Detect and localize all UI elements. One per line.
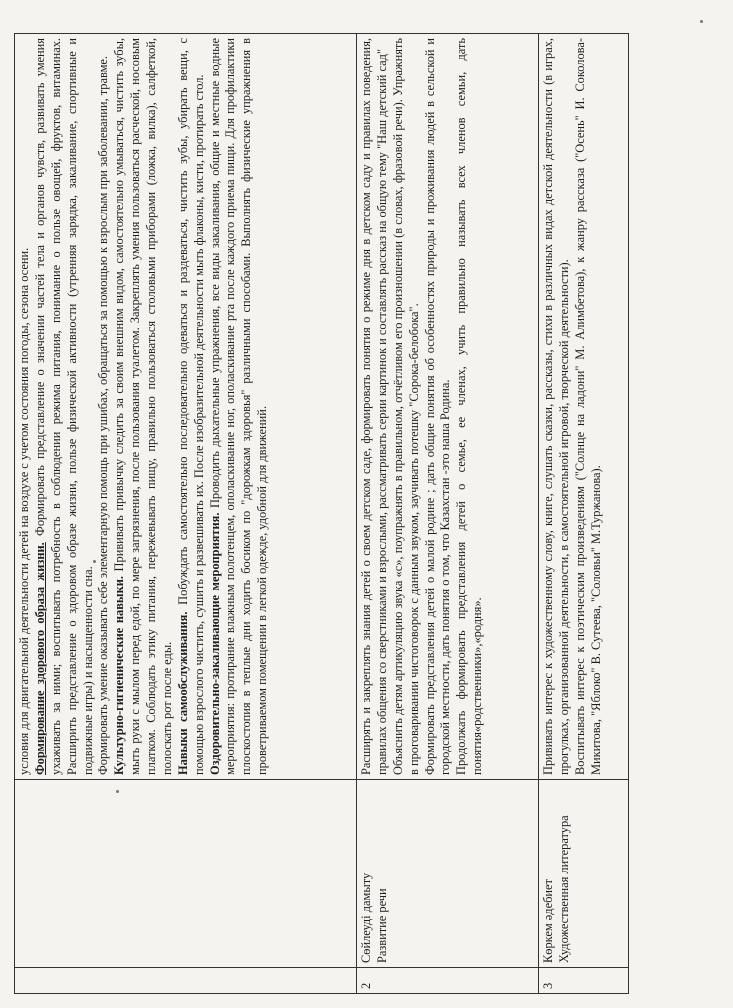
paragraph-text: Проводить дыхательные упражнения, все виды закаливания, общие и местные водные мероприятия: протирание влажным полотенцем, ополаскивание ног, ополаскивание рта после каждого приема пищи. Для профилактики плоскостопия в теплые дни ходить босиком по "дорожкам здоровья" различными способами. Выполнять физические упражнения в проветриваемом помещении в легкой одежде, удобной для движений. — [207, 38, 270, 775]
subject-ru: Художественная литература — [556, 815, 571, 963]
table-row — [15, 34, 357, 994]
paragraph: Объяснить детям артикуляцию звука «с», поупражнять в правильном, отчётливом его произношении (в словах, фразовой речи). Упражнять в проговаривании чистоговорок с данным звуком, заучивать потешку "Сорока-белобока". — [390, 38, 421, 775]
subject-cell — [357, 780, 539, 968]
subject-kz: Сөйлеудi дамыту — [359, 872, 373, 963]
subject-cell — [539, 780, 629, 968]
paragraph-text: Формировать представление о значении частей тела и органов чувств, развивать умения ухаживать за ними; воспитывать потребность в соблюдении режима питания, понимание о пользе овощей, фруктов, витаминах. Расширить представление о здоровом образе жизни, пользе физической активности (утренняя зарядка, закаливание, спортивные и подвижные игры) и насыщенности сна. — [32, 37, 95, 775]
content-cell — [357, 34, 539, 780]
paragraph — [208, 38, 272, 775]
subject-kz: Көркем әдебиет — [541, 879, 555, 963]
paragraph: Продолжать формировать представления детей о семье, ее членах, учить правильно называть всех членов семьи, дать понятия«родственники»,«родня». — [454, 38, 485, 775]
paragraph: Формировать умение оказывать себе элементарную помощь при ушибах, обращаться за помощью к взрослым при заболевании, травме. — [96, 55, 111, 775]
subject-ru: Развитие речи — [374, 888, 389, 963]
section-title: Формирование здорового образа жизни. — [32, 542, 47, 775]
paragraph-text: Прививать привычку следить за своим внешним видом, самостоятельно умываться, чистить зубы, мыть руки с мылом перед едой, по мере загрязнения, после пользования туалетом. Закреплять умения пользоваться расческой, носовым платком. Соблюдать этику питания, пережевывать пищу, правильно пользоваться столовыми приборами (ложка, вилка), салфеткой, полоскать рот после еды. — [112, 37, 174, 775]
paragraph-text: Побуждать самостоятельно последовательно одеваться и раздеваться, чистить зубы, убирать вещи, с помощью взрослого чистить, сушить и развешивать их. После изобразительной деятельности мыть флаконы, кисти, протирать стол. — [175, 38, 206, 775]
curriculum-table — [14, 33, 629, 994]
table-row — [357, 34, 539, 994]
section-title: Навыки самообслуживания. — [175, 611, 190, 775]
rotated-content — [14, 34, 704, 994]
table-row — [539, 34, 629, 994]
row-number: 2 — [357, 968, 539, 994]
paragraph: Расширять и закреплять знания детей о своем детском саде, формировать понятия о режиме дня в детском саду и правилах поведения, правилах общения со сверстниками и взрослыми, рассматривать серии картинок и составлять рассказ на общую тему "Наш детский сад" — [359, 38, 389, 775]
content-cell — [15, 34, 357, 780]
scan-speck — [700, 20, 703, 23]
paragraph: Прививать интерес к художественному слову, книге, слушать сказки, рассказы, стихи в различных видах детской деятельности (в играх, прогулках, организованной деятельности, в самостоятельной игровой, творческой деятельности). — [541, 38, 571, 775]
row-number — [15, 968, 357, 994]
paragraph — [176, 38, 208, 775]
subject-cell — [15, 780, 357, 968]
content-cell — [539, 34, 629, 780]
section-title: Оздоровительно-закаливающие мероприятия. — [207, 512, 222, 775]
row-number: 3 — [539, 968, 629, 994]
section-title: Культурно-гигиенические навыки. — [112, 576, 127, 775]
paragraph: условия для двигательной деятельности детей на воздухе с учетом состояния погоды, сезона осени. — [17, 247, 31, 775]
paragraph: Формировать представления детей о малой родине ; дать общие понятия об особенностях природы и проживания людей в сельской и городской местности, дать понятия о том, что Казахстан -это наша Родина. — [422, 38, 453, 775]
paragraph — [112, 38, 176, 775]
paragraph: Воспитывать интерес к поэтическим произведениям ("Солнце на ладони" М. Алимбетова), к жанру рассказа ("Осень" И. Соколова-Микитова, "Яблоко" В. Сутеева, "Соловьи" М.Туржанова). — [572, 38, 603, 775]
paragraph — [33, 38, 97, 775]
